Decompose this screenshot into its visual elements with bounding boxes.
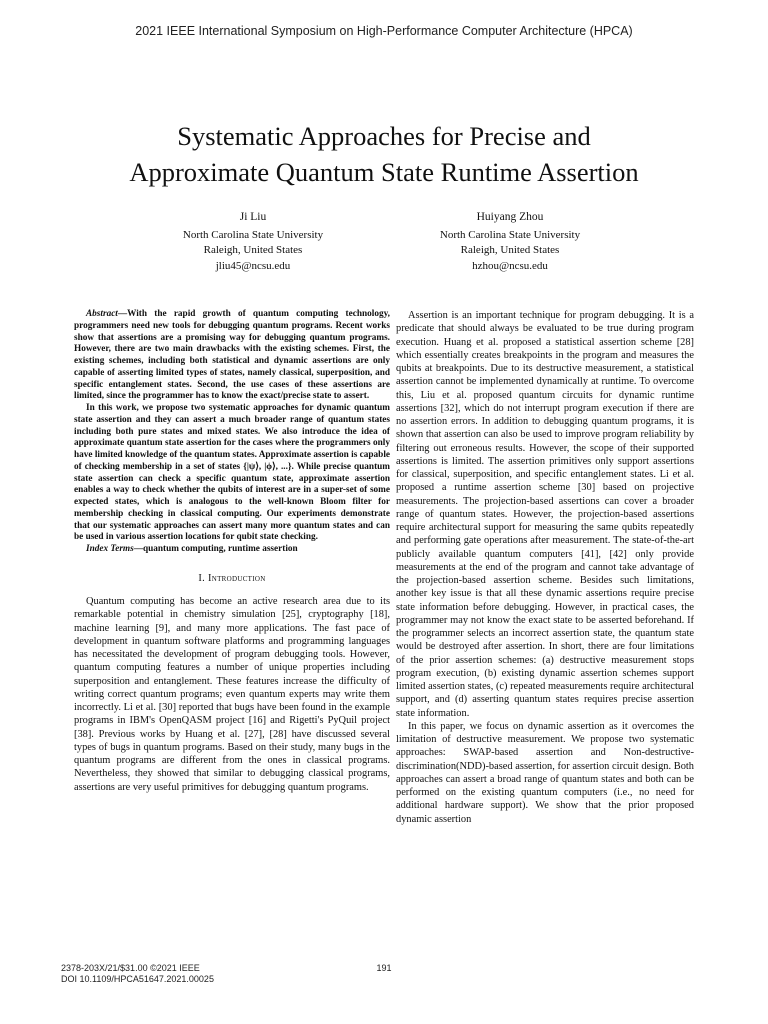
- author-email: jliu45@ncsu.edu: [215, 259, 291, 272]
- footer-issn: 2378-203X/21/$31.00 ©2021 IEEE: [61, 963, 200, 973]
- intro-paragraph: Quantum computing has become an active research area due to its remarkable potential in chemistry simulation [25], cryptography [18], machine learning [9], and many more applications. The fast pace of development in quantum software platforms and programming languages has necessitated the development of program debugging tools. However, quantum computing features a number of unique properties including superposition and entanglement. These features increase the difficulty of writing correct quantum programs; even quantum experts may write them incorrectly. Li et al. [30] reported that bugs have been found in the example programs in IBM's OpenQASM project [16] and Rigetti's PyQuil project [38]. Previous works by Huang et al. [27], [28] have discussed several types of bugs in quantum programs. Based on their study, many bugs in the quantum programs are different from the ones in classical programs. Nevertheless, they showed that similar to debugging classical programs, assertions are very useful primitives for debugging quantum programs.: [74, 596, 390, 793]
- right-column: [396, 309, 694, 826]
- author-block-1: [113, 210, 393, 274]
- conference-header: 2021 IEEE International Symposium on High-Performance Computer Architecture (HPCA): [135, 24, 633, 38]
- section-heading-introduction: [74, 572, 390, 585]
- abstract-paragraph-1: Abstract—With the rapid growth of quantum computing technology, programmers need new tools for debugging quantum programs. Recent works show that assertions are a promising way for debugging quantum programs. However, there are two main drawbacks with the existing schemes. First, the existing schemes, including both statistical and dynamic assertions are only capable of asserting limited types of states, namely classical, superposition, and specific entanglement states. Second, the use cases of these assertions are limited, since the programmer has to know the exact/precise state to assert.: [74, 309, 390, 402]
- index-terms-label: Index Terms: [86, 544, 134, 554]
- author-name: Huiyang Zhou: [476, 211, 544, 223]
- title-line-1: Systematic Approaches for Precise and: [177, 121, 591, 151]
- author-affiliation: North Carolina State University: [439, 228, 581, 241]
- paper-title: [40, 118, 728, 190]
- abstract-label: Abstract: [86, 309, 118, 319]
- left-column: [74, 309, 390, 794]
- section-title: Introduction: [207, 572, 266, 584]
- author-location: Raleigh, United States: [460, 244, 560, 256]
- author-location: Raleigh, United States: [203, 244, 303, 256]
- body-paragraph-1: Assertion is an important technique for program debugging. It is a predicate that should always be evaluated to be true during program execution. Huang et al. proposed a statistical assertion scheme [28] which essentially creates breakpoints in the program and measures the qubits at breakpoints. Due to its destructive measurement, a statistical assertion cannot be implemented dynamically at runtime. To overcome this, Liu et al. proposed quantum circuits for dynamic runtime assertions [32], which do not interrupt program execution if there are no assertion errors. In addition to debugging quantum programs, it is shown that assertion can also be used to improve program reliability by filtering out erroneous results. However, the scope of their supported assertions is limited. The assertion primitives only support assertions for classical, superposition, and specific entanglement states. Li et al. proposed a runtime assertion scheme [30] based on projective measurements. The projection-based assertions can cover a broader range of quantum states. However, the projection-based assertions require architectural support for measuring the same qubits repeatedly and performing gate operations after measurement. The state-of-the-art publicly available quantum computers [41], [42] only provide measurements at the end of the program and cannot take advantage of the projection-based assertion scheme. Besides such limitations, another key issue is that all these dynamic assertions require precise state information before debugging. However, in practical cases, the programmer may not know the exact state to be asserted beforehand. If the programmer selects an incorrect assertion state, the quantum state would be destroyed after assertion. In short, there are four limitations of the prior assertion schemes: (a) destructive measurement stops program execution, (b) existing dynamic assertion schemes support limited assertion states, (c) repeated measurements require architectural support, and (d) asserting quantum states requires precise assertion state information.: [396, 310, 694, 719]
- title-line-2: Approximate Quantum State Runtime Assertion: [129, 157, 639, 187]
- author-email: hzhou@ncsu.edu: [472, 259, 548, 272]
- author-affiliation: North Carolina State University: [182, 228, 324, 241]
- abstract-paragraph-2: In this work, we propose two systematic approaches for dynamic quantum state assertion and they can assert a much broader range of quantum states including both pure states and mixed states. We also introduce the idea of approximate quantum state assertion for the cases where the programmers only have limited knowledge of the quantum states. Approximate assertion is capable of checking membership in a set of states {|ψ⟩, |ϕ⟩, ...}. While precise quantum state assertion can check a specific quantum state, approximate assertion enables a way to check whether the qubits of interest are in a super-set of some expected states, which is analogous to the well-known Bloom filter for membership checking in classical computing. Our experiments demonstrate that our systematic approaches can assert many more quantum states and can be used in various assertion locations for qubit state checking.: [74, 403, 390, 543]
- section-number: I.: [198, 572, 206, 584]
- footer-doi: DOI 10.1109/HPCA51647.2021.00025: [61, 974, 214, 984]
- index-terms: Index Terms—quantum computing, runtime assertion: [86, 544, 298, 554]
- author-block-2: [370, 210, 650, 274]
- author-name: Ji Liu: [239, 211, 267, 223]
- body-paragraph-2: In this paper, we focus on dynamic assertion as it overcomes the limitation of destructive measurement. We propose two systematic approaches: SWAP-based assertion and Non-destructive-discrimination(NDD)-based assertion, for assertion circuit design. Both approaches can assert a broad range of quantum states and both can be performed on the existing quantum computers (i.e., no need for additional hardware support). We show that the prior proposed dynamic assertion: [396, 720, 694, 825]
- page-number: 191: [376, 963, 392, 973]
